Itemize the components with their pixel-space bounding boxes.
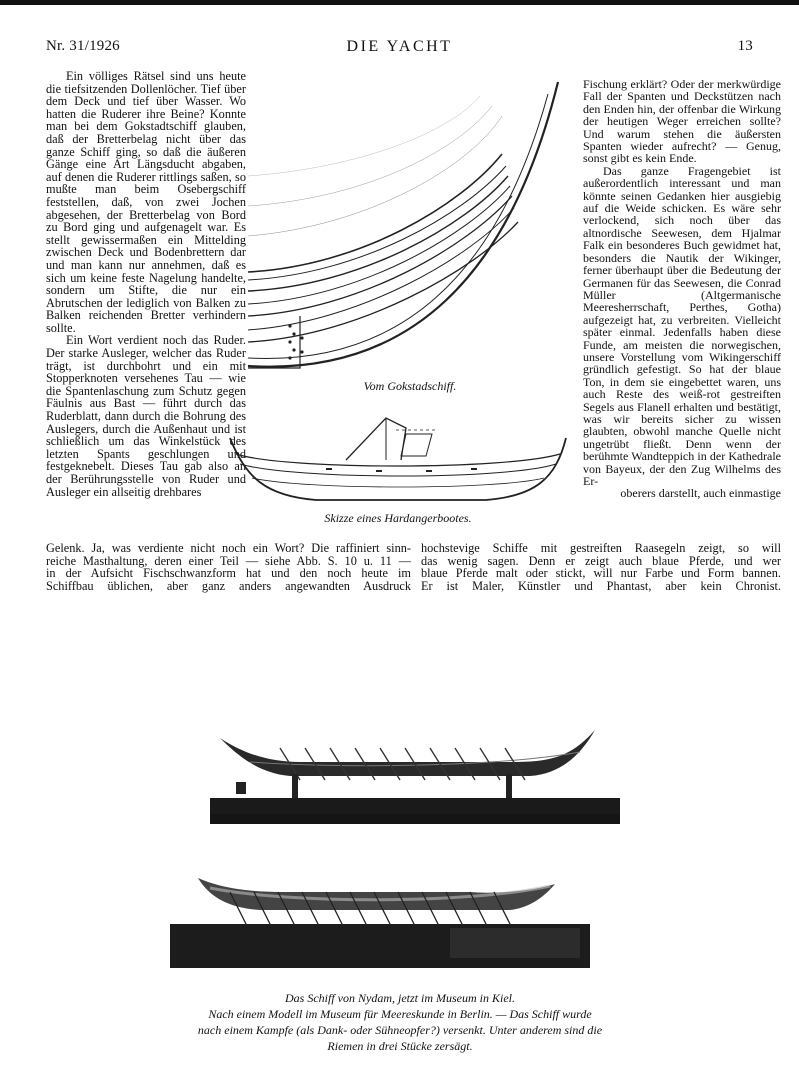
paragraph: Fischung erklärt? Oder der merkwürdige Fall der Spanten und Deckstützen nach den Enden hin, der offenbar die Wirkung der heutigen Weger erreichen sollte? Und warum stehen die äußersten Spanten wieder aufrecht? — Genug, sonst gibt es kein Ende. — [583, 77, 781, 166]
text-line: Gelenk. Ja, was verdiente nicht noch ein Wort? Die raffiniert sinn- — [46, 541, 411, 555]
nydam-ship-model-photo-top — [210, 718, 620, 826]
text-line: in der Aufsicht Fischschwanzform hat und den noch heute im — [46, 566, 411, 581]
text-line: hochstevige Schiffe mit gestreiften Raasegeln zeigt, so will — [421, 541, 781, 555]
issue-number: Nr. 31/1926 — [46, 38, 120, 54]
hardanger-boat-sketch — [226, 408, 570, 508]
nydam-ship-model-photo-bottom — [170, 868, 590, 970]
ship-hull-planking-illustration — [240, 76, 580, 376]
full-width-text — [46, 542, 781, 592]
caption-line: Das Schiff von Nydam, jetzt im Museum in Kiel. — [285, 991, 515, 1005]
ship-model-photo-image — [210, 718, 620, 826]
figure-caption-hardanger: Skizze eines Hardangerbootes. — [324, 511, 472, 525]
paragraph: Ein Wort verdient noch das Ruder. Der starke Ausleger, welcher das Ruder trägt, ist durchbohrt und ein mit Stopperknoten versehenes Tau — wie die Spantenlaschung zum Schutz gegen Fäulnis aus Bast — führt durch das Ruderblatt, dann durch die Bohrung des Auslegers, durch die Außenhaut und ist schließlich um das Winkelstück des letzten Spants geschlungen und festgeknebelt. Dieses Tau gab also an der Berührungsstelle von Ruder und Ausleger ein allseitig drehbares — [46, 333, 246, 499]
left-column — [46, 70, 246, 498]
paragraph: Ein völliges Rätsel sind uns heute die tiefsitzenden Dollenlöcher. Tief über dem Deck und tief über Wasser. Wo hatten die Ruderer ihre Beine? Konnte man bei dem Gokstadtschiff glauben, daß der Bretterbelag nicht über das ganze Schiff ging, so daß die äußeren Gänge eine Art Längsducht abgaben, auf denen die Ruderer rittlings saßen, so mußte man beim Osebergschiff feststellen, daß, von zwei Jochen abgesehen, der Bretterbelag von Bord zu Bord ging und aufgenagelt war. Es stellt gewissermaßen ein Mittelding zwischen Deck und Bodenbrettern dar und man kann nur annehmen, daß es sich um keine feste Nagelung handelte, sondern um Stifte, die nur ein Abrutschen der lediglich von Balken zu Balken reichenden Bretter verhindern sollte. — [46, 69, 246, 335]
text-line: Er ist Maler, Künstler und Phantast, aber kein Chronist. — [421, 578, 781, 593]
caption-line: Nach einem Modell im Museum für Meereskunde in Berlin. — Das Schiff wurde — [208, 1007, 592, 1021]
right-column — [583, 78, 781, 500]
text-line: Schiffbau üblichen, aber ganz anders angewandten Ausdruck — [46, 578, 411, 593]
caption-line: Riemen in drei Stücke zersägt. — [327, 1039, 473, 1053]
text-line: reiche Masthaltung, deren einer Teil — siehe Abb. S. 10 u. 11 — — [46, 553, 411, 568]
gokstad-ship-drawing — [240, 76, 580, 376]
text-line: blaue Pferde malt oder stickt, will nur Farbe und Form bannen. — [421, 566, 781, 581]
paragraph-continuation: oberers darstellt, auch einmastige — [620, 486, 781, 501]
text-line: das wenig sagen. Denn er zeigt auch blaue Pferde, und wer — [421, 553, 781, 568]
top-rule — [0, 0, 799, 5]
paragraph: Das ganze Fragengebiet ist außerordentlich interessant und man könnte seinen Gedanken hier ausgiebig auf die Weide schicken. Es wäre sehr verlockend, sich noch über das altnordische Seewesen, dem Hjalmar Falk ein besonderes Buch gewidmet hat, besonders die Nautik der Wikinger, ferner überhaupt über die Bedeutung der Germanen für das Seewesen, die Conrad Müller (Altgermanische Meeresherrschaft, Perthes, Gotha) aufgezeigt hat, zu verbreiten. Vielleicht später einmal. Jedenfalls haben diese Funde, am meisten die norwegischen, unsere Vorstellung vom Wikingerschiff gründlich gefestigt. So hat der blaue Ton, in dem sie eingebettet waren, uns auch Reste des weiß-rot gestreiften Segels aus Flanell erhalten und bestätigt, was wir bereits sicher zu wissen glaubten, obwohl manche Quelle nicht ungetrübt fließt. Denn wenn der berühmte Wandteppich in der Kathedrale von Bayeux, der den Zug Wilhelms des Er- — [583, 163, 781, 488]
figure-caption-gokstad: Vom Gokstadschiff. — [363, 379, 457, 393]
boat-sketch-illustration — [226, 408, 570, 508]
photo-caption — [140, 990, 660, 1054]
journal-title: DIE YACHT — [346, 38, 453, 55]
page-number: 13 — [737, 38, 753, 54]
caption-line: nach einem Kampfe (als Dank- oder Sühneopfer?) versenkt. Unter anderem sind die — [197, 1023, 603, 1037]
ship-model-photo-image — [170, 868, 590, 970]
